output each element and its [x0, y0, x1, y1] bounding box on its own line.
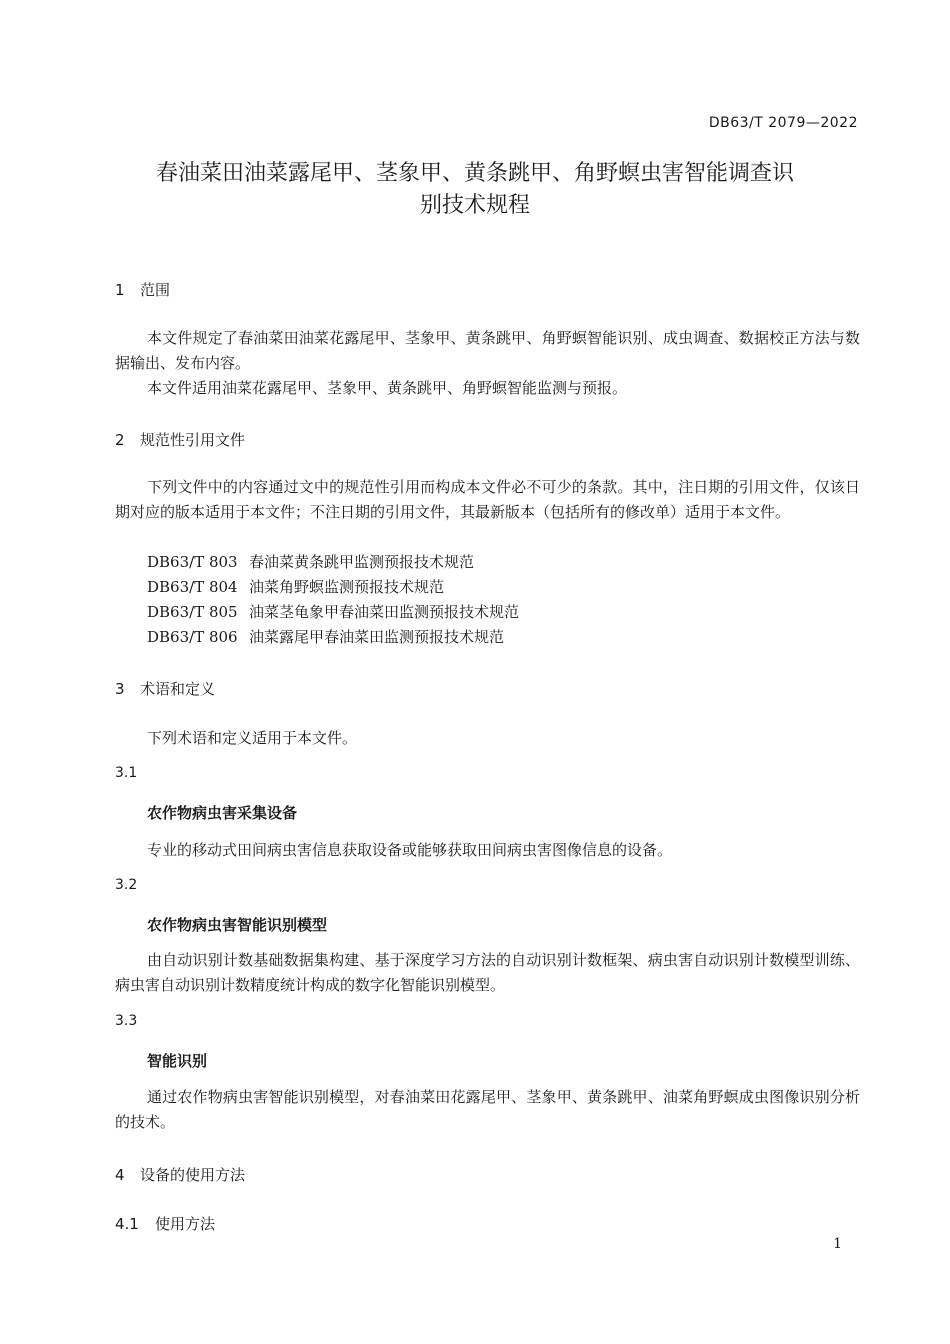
clause-number: 3.3 — [115, 1013, 138, 1029]
term-definition: 专业的移动式田间病虫害信息获取设备或能够获取田间病虫害图像信息的设备。 — [147, 841, 673, 859]
reference-item — [147, 626, 504, 647]
section-title: 设备的使用方法 — [140, 1166, 246, 1184]
reference-item — [147, 601, 519, 622]
reference-title: 油菜角野螟监测预报技术规范 — [249, 578, 445, 596]
section-number: 2 — [115, 431, 125, 449]
section-number: 4 — [115, 1166, 125, 1184]
clause-number: 3.1 — [115, 765, 138, 781]
clause-number: 3.2 — [115, 877, 138, 893]
reference-code: DB63/T 804 — [147, 578, 238, 596]
section-title: 术语和定义 — [140, 680, 216, 698]
title-line-2: 别技术规程 — [419, 193, 530, 218]
section-1-paragraph-2: 本文件适用油菜花露尾甲、茎象甲、黄条跳甲、角野螟智能监测与预报。 — [147, 379, 628, 397]
reference-title: 油菜露尾甲春油菜田监测预报技术规范 — [249, 628, 505, 646]
section-1-heading — [115, 279, 170, 300]
term-definition: 由自动识别计数基础数据集构建、基于深度学习方法的自动识别计数框架、病虫害自动识别计数模型训练、病虫害自动识别计数精度统计构成的数字化智能识别模型。 — [115, 951, 860, 994]
term-name: 农作物病虫害采集设备 — [147, 804, 298, 822]
term-definition: 通过农作物病虫害智能识别模型，对春油菜田花露尾甲、茎象甲、黄条跳甲、油菜角野螟成虫图像识别分析的技术。 — [115, 1088, 860, 1131]
reference-code: DB63/T 805 — [147, 603, 238, 621]
reference-item — [147, 576, 444, 597]
section-number: 3 — [115, 680, 125, 698]
section-2-heading — [115, 429, 245, 450]
term-name: 农作物病虫害智能识别模型 — [147, 916, 328, 934]
reference-code: DB63/T 806 — [147, 628, 238, 646]
section-3-heading — [115, 678, 215, 699]
section-1-paragraph-1: 本文件规定了春油菜田油菜花露尾甲、茎象甲、黄条跳甲、角野螟智能识别、成虫调查、数据校正方法与数据输出、发布内容。 — [115, 329, 860, 372]
section-3-intro: 下列术语和定义适用于本文件。 — [147, 729, 358, 747]
document-title — [0, 158, 950, 222]
subsection-4-1-heading — [115, 1213, 215, 1234]
reference-title: 油菜茎龟象甲春油菜田监测预报技术规范 — [249, 603, 520, 621]
standard-number: DB63/T 2079—2022 — [708, 115, 858, 131]
term-name: 智能识别 — [147, 1052, 208, 1070]
section-2-intro: 下列文件中的内容通过文中的规范性引用而构成本文件必不可少的条款。其中，注日期的引用文件，仅该日期对应的版本适用于本文件；不注日期的引用文件，其最新版本（包括所有的修改单）适用于本文件。 — [115, 478, 860, 521]
section-number: 1 — [115, 281, 125, 299]
reference-title: 春油菜黄条跳甲监测预报技术规范 — [249, 553, 475, 571]
section-title: 规范性引用文件 — [140, 431, 246, 449]
section-4-heading — [115, 1164, 245, 1185]
subsection-number: 4.1 — [115, 1215, 139, 1233]
subsection-title: 使用方法 — [155, 1215, 216, 1233]
page-number: 1 — [833, 1236, 842, 1252]
reference-item — [147, 551, 474, 572]
reference-code: DB63/T 803 — [147, 553, 238, 571]
section-title: 范围 — [140, 281, 171, 299]
title-line-1: 春油菜田油菜露尾甲、茎象甲、黄条跳甲、角野螟虫害智能调查识 — [155, 161, 794, 186]
